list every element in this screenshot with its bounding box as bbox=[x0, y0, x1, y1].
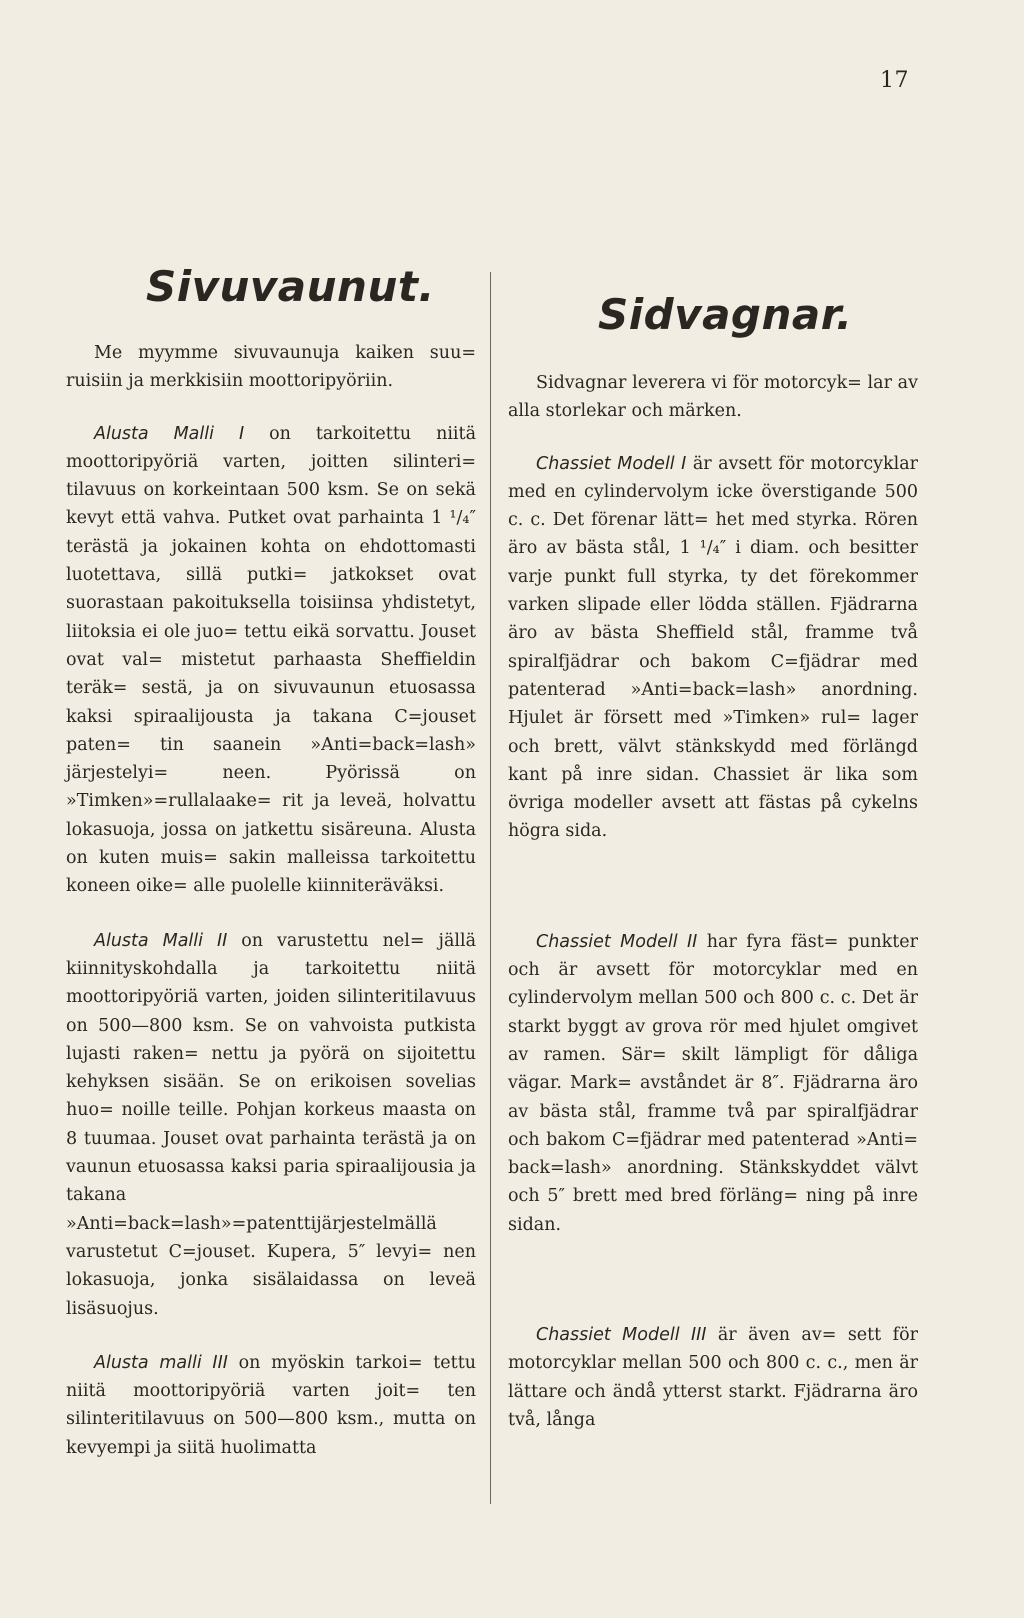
swedish-intro: Sidvagnar leverera vi för motorcyk= lar av alla storlekar och märken. bbox=[508, 373, 918, 422]
swedish-section-2-text: har fyra fäst= punkter och är avsett för motorcyklar med en cylindervolym mellan 500 och 800 c. c. Det är starkt byggt av grova rör med hjulet omgivet av ramen. Sär= skilt lämpligt för dåliga vägar. Mark= avståndet är 8″. Fjädrarna äro av bästa stål, framme två par spiralfjädrar och bakom C=fjädrar med patenterad »Anti= back=lash» anordning. Stänkskyddet välvt och 5″ brett med bred förläng= ning på inre sidan. bbox=[508, 931, 918, 1235]
finnish-section-3 bbox=[66, 1349, 476, 1462]
finnish-section-1-label: Alusta Malli I bbox=[94, 423, 245, 444]
swedish-section-3-label: Chassiet Modell III bbox=[536, 1325, 707, 1346]
swedish-title: Sidvagnar. bbox=[598, 290, 853, 339]
page-number: 17 bbox=[880, 68, 909, 93]
swedish-section-3-text: är även av= sett för motorcyklar mellan 500 och 800 c. c., men är lättare och ändå ytterst starkt. Fjädrarna äro två, långa bbox=[508, 1325, 918, 1430]
finnish-title: Sivuvaunut. bbox=[146, 262, 435, 311]
column-divider bbox=[490, 272, 491, 1504]
swedish-section-1-label: Chassiet Modell I bbox=[536, 453, 687, 474]
finnish-section-3-text: on myöskin tarkoi= tettu niitä moottoripyöriä varten joit= ten silinteritilavuus on 500—800 ksm., mutta on kevyempi ja siitä huolimatta bbox=[66, 1352, 477, 1458]
finnish-column bbox=[66, 262, 476, 1462]
finnish-section-1 bbox=[66, 420, 476, 901]
finnish-section-2-label: Alusta Malli II bbox=[94, 930, 228, 951]
finnish-section-3-label: Alusta malli III bbox=[94, 1352, 228, 1373]
finnish-section-2 bbox=[66, 927, 476, 1323]
finnish-section-1-text: on tarkoitettu niitä moottoripyöriä varten, joitten silinteri= tilavuus on korkeintaan 500 ksm. Se on sekä kevyt että vahva. Putket ovat parhainta 1 ¹/₄″ terästä ja jokainen kohta on ehdottomasti luotettava, sillä putki= jatkokset ovat suorastaan pakoituksella toisiinsa yhdistetyt, liitoksia ei ole juo= tettu eikä sorvattu. Jouset ovat val= mistetut parhaasta Sheffieldin teräk= sestä, ja on sivuvaunun etuosassa kaksi spiraalijousta ja takana C=jouset paten= tin saanein »Anti=back=lash» järjestelyi= neen. Pyörissä on »Timken»=rullalaake= rit ja leveä, holvattu lokasuoja, jossa on jatkettu sisäreuna. Alusta on kuten muis= sakin malleissa tarkoitettu koneen oike= alle puolelle kiinniteräväksi. bbox=[66, 423, 476, 897]
finnish-intro: Me myymme sivuvaunuja kaiken suu= ruisiin ja merkkisiin moottoripyöriin. bbox=[66, 343, 476, 392]
swedish-section-1-text: är avsett för motorcyklar med en cylindervolym icke överstigande 500 c. c. Det förenar lätt= het med styrka. Rören äro av bästa stål, 1 ¹/₄″ i diam. och besitter varje punkt full styrka, ty det förekommer varken slipade eller lödda ställen. Fjädrarna äro av bästa Sheffield stål, framme två spiralfjädrar och bakom C=fjädrar med patenterad »Anti=back=lash» anordning. Hjulet är försett med »Timken» rul= lager och brett, välvt stänkskydd med förlängd kant på inre sidan. Chassiet är lika som övriga modeller avsett att fästas på cykelns högra sida. bbox=[508, 453, 919, 842]
swedish-section-3 bbox=[508, 1321, 918, 1434]
swedish-section-1 bbox=[508, 450, 918, 846]
finnish-section-2-text: on varustettu nel= jällä kiinnityskohdalla ja tarkoitettu niitä moottoripyöriä varten, joiden silinteritilavuus on 500—800 ksm. Se on vahvoista putkista lujasti raken= nettu ja pyörä on sijoitettu kehyksen sisään. Se on erikoisen sovelias huo= noille teille. Pohjan korkeus maasta on 8 tuumaa. Jouset ovat parhainta terästä ja on vaunun etuosassa kaksi paria spiraalijousia ja takana »Anti=back=lash»=patenttijärjestelmällä varustetut C=jouset. Kupera, 5″ levyi= nen lokasuoja, jonka sisälaidassa on leveä lisäsuojus. bbox=[66, 930, 477, 1319]
swedish-section-2 bbox=[508, 928, 918, 1239]
swedish-column bbox=[508, 290, 918, 1434]
swedish-section-2-label: Chassiet Modell II bbox=[536, 931, 698, 952]
